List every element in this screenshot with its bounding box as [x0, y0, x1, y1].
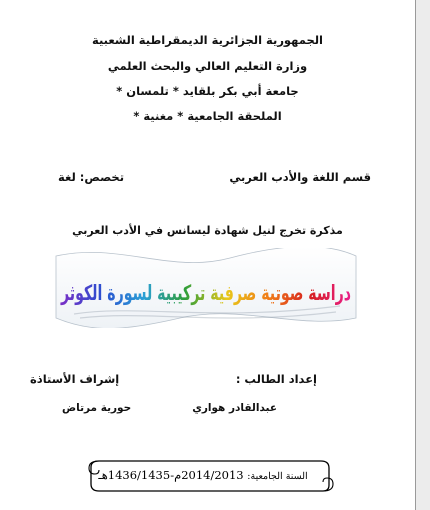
academic-year: [98, 468, 308, 482]
supervisor-name: حورية مرتاض: [62, 402, 132, 414]
ministry-heading: وزارة التعليم العالي والبحث العلمي: [107, 59, 308, 73]
supervision-label: إشراف الأستاذة: [30, 372, 120, 386]
banner-title-text: دراسة صوتية صرفية تركيبية لسورة الكوثر: [60, 281, 352, 305]
university-heading: جامعة أبي بكر بلقايد * تلمسان *: [116, 84, 299, 98]
academic-year-value: 2014/2013م-1436/1435هـ: [98, 468, 244, 482]
department-label: قسم اللغة والأدب العربي: [229, 170, 371, 184]
annex-heading: الملحقة الجامعية * مغنية *: [133, 109, 282, 123]
republic-heading: الجمهورية الجزائرية الديمقراطية الشعبية: [91, 33, 323, 47]
student-name: عبدالقادر هواري: [192, 402, 277, 414]
academic-year-label: السنة الجامعية:: [247, 471, 308, 482]
specialty-label: تخصص: لغة: [58, 170, 125, 184]
title-banner: [50, 248, 362, 328]
memo-title: مذكرة تخرج لنيل شهادة ليسانس في الأدب العربي: [72, 224, 343, 237]
prepared-by-label: إعداد الطالب :: [235, 372, 317, 386]
page-edge: [415, 0, 416, 510]
